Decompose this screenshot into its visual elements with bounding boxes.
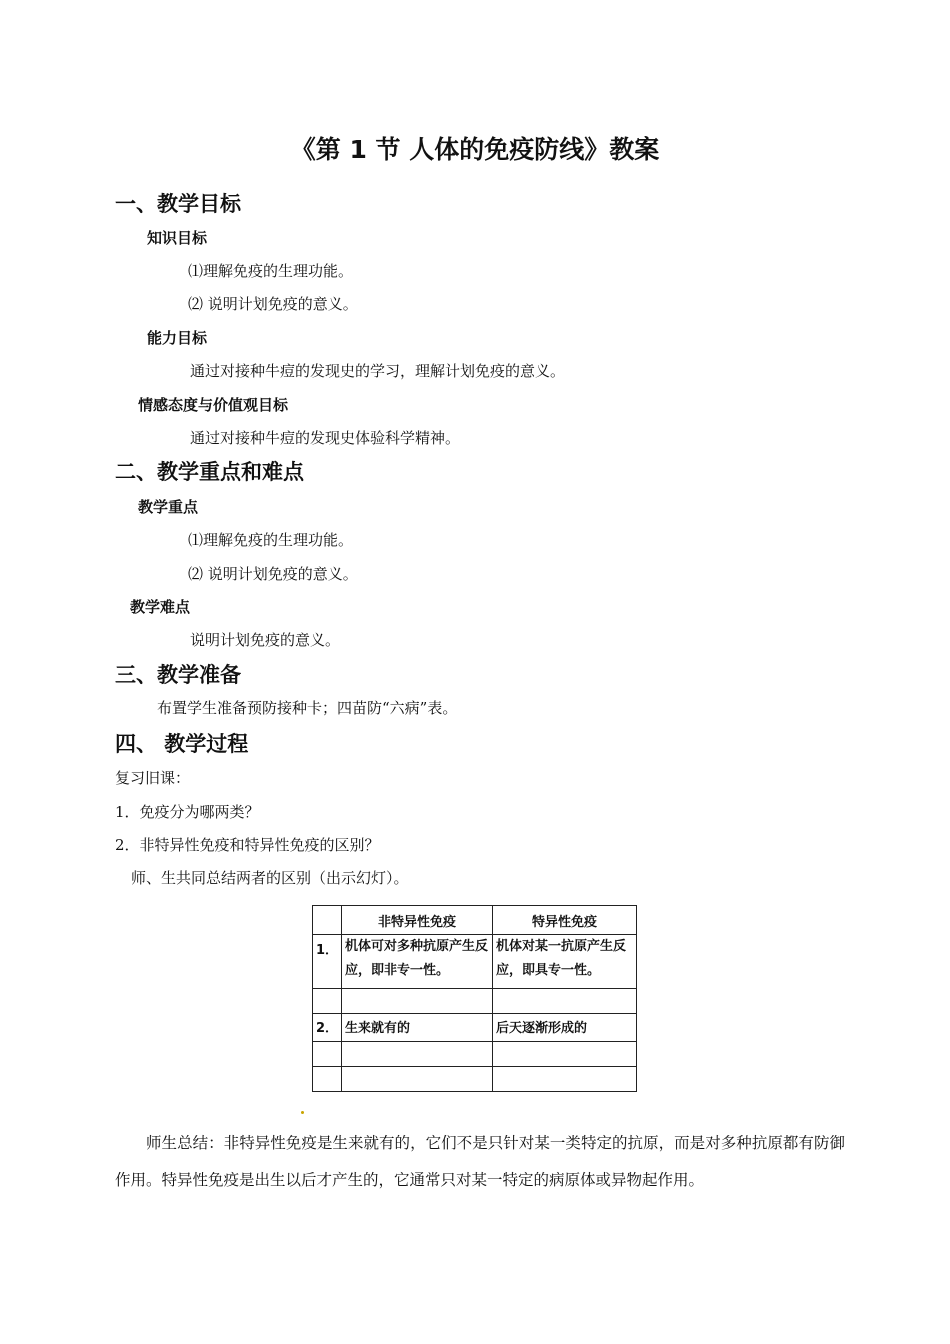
table-cell: 2． <box>313 1014 342 1042</box>
comparison-table <box>312 905 637 1092</box>
table-cell: 1． <box>313 935 342 989</box>
table-cell <box>313 1067 342 1092</box>
table-row <box>313 1042 637 1067</box>
knowledge-objective-2: ⑵ 说明计划免疫的意义。 <box>188 295 358 313</box>
table-cell <box>493 1042 637 1067</box>
review-label: 复习旧课： <box>115 769 191 787</box>
section-heading-process: 四、 教学过程 <box>115 732 249 756</box>
table-row <box>313 935 637 989</box>
key-point-1: ⑴理解免疫的生理功能。 <box>188 531 354 549</box>
section-heading-preparation: 三、教学准备 <box>115 663 241 687</box>
table-row <box>313 1067 637 1092</box>
ability-objective-text: 通过对接种牛痘的发现史的学习，理解计划免疫的意义。 <box>190 362 566 380</box>
difficult-point-label: 教学难点 <box>130 598 191 616</box>
table-cell <box>342 1042 493 1067</box>
key-point-2: ⑵ 说明计划免疫的意义。 <box>188 565 358 583</box>
section-heading-objectives: 一、教学目标 <box>115 192 241 216</box>
summary-intro: 师、生共同总结两者的区别（出示幻灯）。 <box>131 869 409 887</box>
table-cell: 生来就有的 <box>342 1014 493 1042</box>
table-cell <box>342 989 493 1014</box>
ability-objective-label: 能力目标 <box>147 329 208 347</box>
knowledge-objective-label: 知识目标 <box>147 229 208 247</box>
knowledge-objective-1: ⑴理解免疫的生理功能。 <box>188 262 354 280</box>
conclusion-paragraph: 师生总结：非特异性免疫是生来就有的，它们不是只针对某一类特定的抗原，而是对多种抗原都有防御作用。特异性免疫是出生以后才产生的，它通常只对某一特定的病原体或异物起作用。 <box>115 1134 845 1189</box>
table-cell <box>493 989 637 1014</box>
table-cell: 后天逐渐形成的 <box>493 1014 637 1042</box>
table-row <box>313 989 637 1014</box>
review-question-2: 2．非特异性免疫和特异性免疫的区别？ <box>115 836 380 854</box>
table-cell: 机体对某一抗原产生反应，即具专一性。 <box>493 935 637 989</box>
table-cell <box>342 1067 493 1092</box>
table-cell <box>493 1067 637 1092</box>
section-heading-key-points: 二、教学重点和难点 <box>115 460 304 484</box>
table-cell <box>313 1042 342 1067</box>
preparation-text: 布置学生准备预防接种卡；四苗防“六病”表。 <box>157 699 458 717</box>
table-header-cell <box>313 906 342 935</box>
key-point-label: 教学重点 <box>138 498 199 516</box>
difficult-point-text: 说明计划免疫的意义。 <box>190 631 341 649</box>
table-cell: 机体可对多种抗原产生反应，即非专一性。 <box>342 935 493 989</box>
table-header-row <box>313 906 637 935</box>
table-row <box>313 1014 637 1042</box>
review-question-1: 1．免疫分为哪两类？ <box>115 803 260 821</box>
emotion-objective-label: 情感态度与价值观目标 <box>138 396 289 414</box>
table-cell <box>313 989 342 1014</box>
table-header-cell: 非特异性免疫 <box>342 906 493 935</box>
page-title: 《第 1 节 人体的免疫防线》教案 <box>290 135 660 164</box>
emotion-objective-text: 通过对接种牛痘的发现史体验科学精神。 <box>190 429 461 447</box>
stray-mark <box>301 1111 304 1114</box>
table-header-cell: 特异性免疫 <box>493 906 637 935</box>
